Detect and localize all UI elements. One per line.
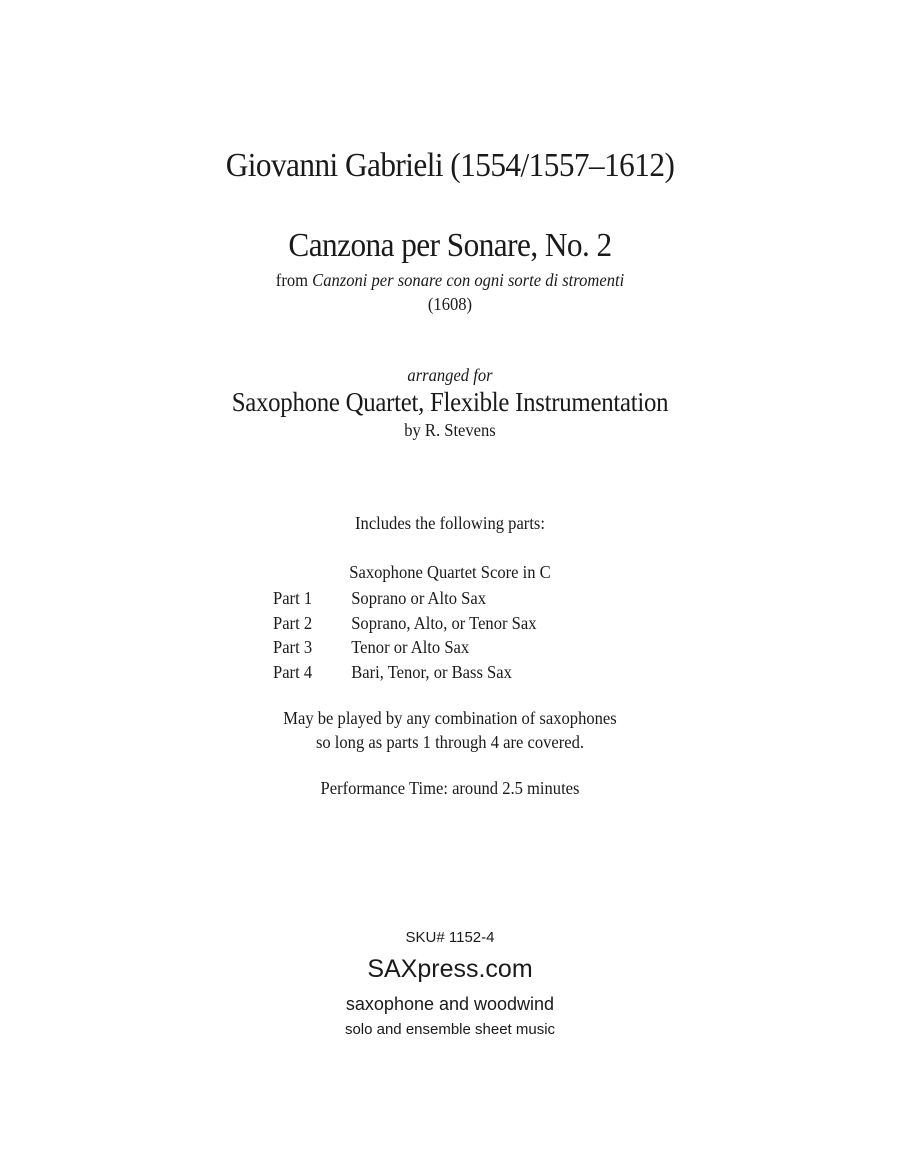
composer-heading: Giovanni Gabrieli (1554/1557–1612)	[225, 147, 675, 184]
parts-list	[273, 586, 536, 684]
source-collection	[36, 270, 864, 291]
publication-year: (1608)	[427, 294, 473, 314]
part-label: Part 2	[273, 612, 313, 633]
part-label: Part 3	[273, 637, 313, 657]
part-row	[273, 586, 536, 611]
part-label: Part 1	[273, 588, 313, 608]
score-entry: Saxophone Quartet Score in C	[349, 562, 551, 582]
part-row	[273, 660, 536, 685]
flexibility-note-line-1: May be played by any combination of saxophones	[283, 708, 617, 728]
part-label: Part 4	[273, 661, 313, 682]
source-prefix: from	[275, 270, 313, 290]
includes-intro: Includes the following parts:	[355, 513, 545, 533]
publisher-tagline-2: solo and ensemble sheet music	[344, 1021, 556, 1038]
part-row	[273, 635, 536, 660]
part-instrument: Tenor or Alto Sax	[351, 637, 470, 657]
sku-label: SKU# 1152-4	[405, 929, 495, 946]
collection-title: Canzoni per sonare con ogni sorte di stromenti	[312, 270, 625, 290]
part-row	[273, 611, 536, 636]
part-instrument: Bari, Tenor, or Bass Sax	[351, 661, 512, 682]
flexibility-note-line-2: so long as parts 1 through 4 are covered.	[315, 732, 585, 752]
arranger-credit: by R. Stevens	[404, 420, 496, 440]
publisher-website: SAXpress.com	[367, 955, 533, 983]
part-instrument: Soprano or Alto Sax	[351, 588, 486, 608]
part-instrument: Soprano, Alto, or Tenor Sax	[351, 612, 537, 633]
publisher-tagline-1: saxophone and woodwind	[345, 994, 555, 1014]
arranged-for-label: arranged for	[407, 365, 493, 385]
piece-title: Canzona per Sonare, No. 2	[288, 227, 612, 264]
performance-time: Performance Time: around 2.5 minutes	[320, 778, 580, 798]
ensemble-heading: Saxophone Quartet, Flexible Instrumentation	[231, 387, 669, 417]
